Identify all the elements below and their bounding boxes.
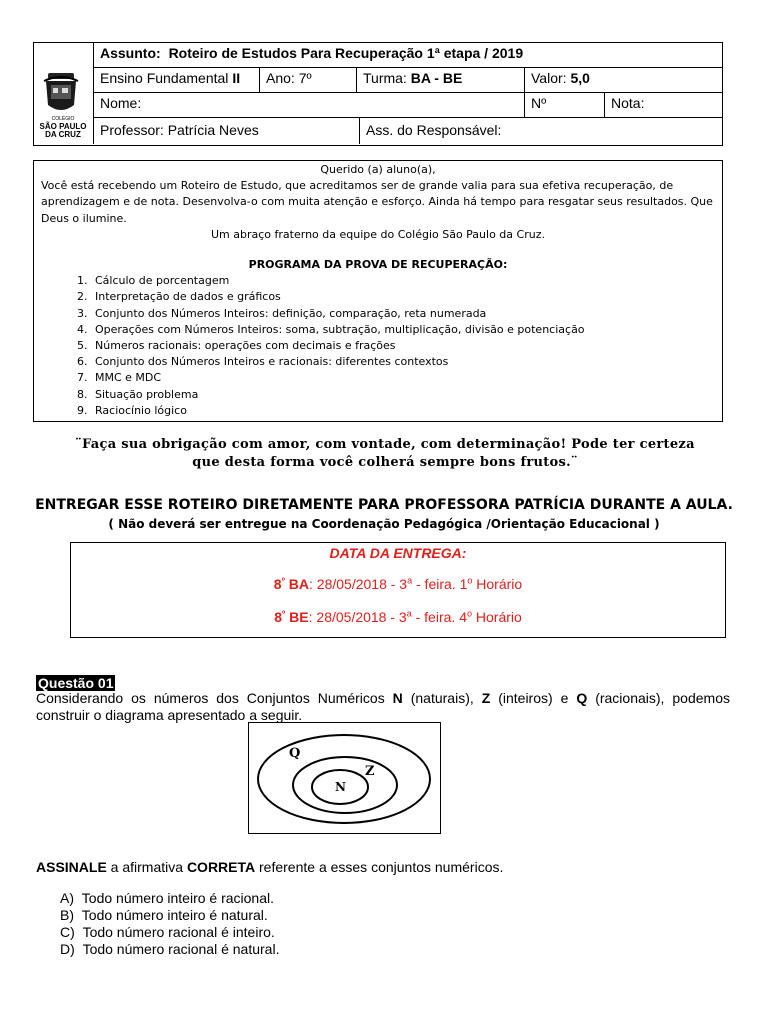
motivational-quote (40, 436, 730, 472)
diagram-label-z: Z (365, 764, 375, 779)
ba-hour-word: Horário (472, 576, 523, 592)
delivery-subtitle: ( Não deverá ser entregue na Coordenação Pedagógica /Orientação Educacional ) (108, 517, 660, 531)
program-item: 8. Situação problema (91, 387, 715, 403)
logo-text-3: DA CRUZ (45, 130, 81, 139)
date-ba (71, 576, 725, 592)
question-text-a: Considerando os números dos Conjuntos Numéricos (36, 690, 393, 706)
option-letter: A) (60, 890, 74, 906)
ba-class-name: BA (284, 576, 310, 592)
ba-hour: 1 (459, 576, 468, 592)
nome-field[interactable]: Nome: (100, 95, 142, 111)
nota-field[interactable]: Nota: (611, 95, 645, 111)
header-table (33, 42, 723, 146)
program-item: 7. MMC e MDC (91, 370, 715, 386)
delivery-title: ENTREGAR ESSE ROTEIRO DIRETAMENTE PARA PROFESSORA PATRÍCIA DURANTE A AULA. (35, 497, 733, 513)
ensino-label: Ensino Fundamental (100, 70, 229, 86)
option-letter: C) (60, 924, 75, 940)
ba-date: : 28/05/2018 - 3 (309, 576, 408, 592)
turma-label: Turma: (363, 70, 407, 86)
set-q-ellipse (258, 735, 430, 823)
option-letter: B) (60, 907, 74, 923)
be-grade-sup: º (281, 608, 286, 619)
program-item: 2. Interpretação de dados e gráficos (91, 289, 715, 305)
instruction (36, 859, 503, 875)
turma-value: BA - BE (410, 70, 463, 86)
numero-field[interactable]: Nº (531, 95, 547, 111)
instruction-end: referente a esses conjuntos numéricos. (255, 859, 504, 875)
program-item: 4. Operações com Números Inteiros: soma, subtração, multiplicação, divisão e potenciação (91, 322, 715, 338)
question-text-d: (racionais), podemos construir o diagrama apresentado a seguir. (36, 690, 730, 723)
question-text (36, 690, 730, 724)
logo-text-2: SÃO PAULO (39, 122, 87, 131)
ensino-value: II (232, 70, 241, 86)
ano-value: 7º (298, 70, 312, 86)
sets-diagram (248, 722, 441, 834)
date-box-title: DATA DA ENTREGA: (329, 545, 467, 561)
ba-weekday: - feira. (412, 576, 460, 592)
be-class-name: BE (285, 609, 309, 625)
option-letter: D) (60, 941, 75, 957)
option-d[interactable] (60, 941, 279, 957)
program-item: 1. Cálculo de porcentagem (91, 273, 715, 289)
valor-value: 5,0 (570, 70, 590, 86)
option-c[interactable] (60, 924, 275, 940)
option-text: Todo número racional é natural. (82, 941, 280, 957)
intro-paragraph: Você está recebendo um Roteiro de Estudo, que acreditamos ser de grande valia para sua efetiva recuperação, de aprendizagem e de nota. Desenvolva-o com muita atenção e esforço. Ainda há tempo para resgatar seus resultados. Que Deus o ilumine. (41, 179, 713, 225)
assinatura-field[interactable]: Ass. do Responsável: (366, 122, 502, 138)
be-hour: 4 (459, 609, 467, 625)
instruction-keyword: CORRETA (186, 859, 256, 875)
be-date: : 28/05/2018 - 3 (308, 609, 407, 625)
valor-label: Valor: (531, 70, 567, 86)
ba-date-sup: a (407, 575, 413, 586)
instruction-mid: a afirmativa (106, 859, 187, 875)
question-text-b: (naturais), (402, 690, 482, 706)
diagram-label-q: Q (289, 746, 301, 761)
be-hour-sup: o (466, 608, 472, 619)
program-item: 6. Conjunto dos Números Inteiros e racionais: diferentes contextos (91, 354, 715, 370)
be-hour-word: Horário (472, 609, 522, 625)
question-text-c: (inteiros) e (490, 690, 577, 706)
set-q: Q (576, 690, 588, 706)
header-row-professor (94, 118, 722, 144)
header-row-assunto (94, 43, 722, 68)
program-item: 5. Números racionais: operações com decimais e frações (91, 338, 715, 354)
assunto-label: Assunto: (100, 45, 161, 61)
assunto-value: Roteiro de Estudos Para Recuperação 1ª etapa / 2019 (168, 45, 524, 61)
header-row-turma (94, 68, 722, 93)
program-item: 9. Raciocínio lógico (91, 403, 715, 419)
delivery-date-box (70, 542, 726, 638)
be-weekday: - feira. (411, 609, 460, 625)
set-n: N (392, 690, 403, 706)
program-item: 3. Conjunto dos Números Inteiros: definição, comparação, reta numerada (91, 306, 715, 322)
program-title: PROGRAMA DA PROVA DE RECUPERAÇÃO: (248, 258, 508, 272)
ba-grade-sup: º (281, 575, 285, 586)
question-label: Questão 01 (38, 675, 114, 691)
greeting: Querido (a) aluno(a), (320, 163, 436, 176)
intro-box (33, 160, 723, 422)
ba-grade: 8 (273, 576, 282, 592)
set-z: Z (481, 690, 491, 706)
professor-label: Professor: (100, 122, 164, 138)
option-text: Todo número racional é inteiro. (82, 924, 275, 940)
quote-line-1: ¨Faça sua obrigação com amor, com vontade, com determinação! Pode ter certeza (75, 437, 695, 452)
hug-line: Um abraço fraterno da equipe do Colégio São Paulo da Cruz. (211, 227, 545, 241)
option-text: Todo número inteiro é racional. (81, 890, 275, 906)
ba-hour-sup: o (467, 575, 473, 586)
instruction-verb: ASSINALE (36, 859, 107, 875)
option-b[interactable] (60, 907, 268, 923)
ano-label: Ano: (266, 70, 295, 86)
quote-line-2: que desta forma você colherá sempre bons frutos.¨ (192, 455, 578, 470)
be-grade: 8 (274, 609, 282, 625)
option-text: Todo número inteiro é natural. (81, 907, 268, 923)
date-be (71, 609, 725, 625)
be-date-sup: a (406, 608, 412, 619)
diagram-label-n: N (335, 780, 346, 794)
header-row-nome (94, 93, 722, 118)
school-logo (34, 43, 94, 144)
professor-value: Patrícia Neves (167, 122, 259, 138)
option-a[interactable] (60, 890, 274, 906)
program-list (41, 273, 715, 419)
logo-text-1: COLÉGIO (51, 116, 75, 122)
